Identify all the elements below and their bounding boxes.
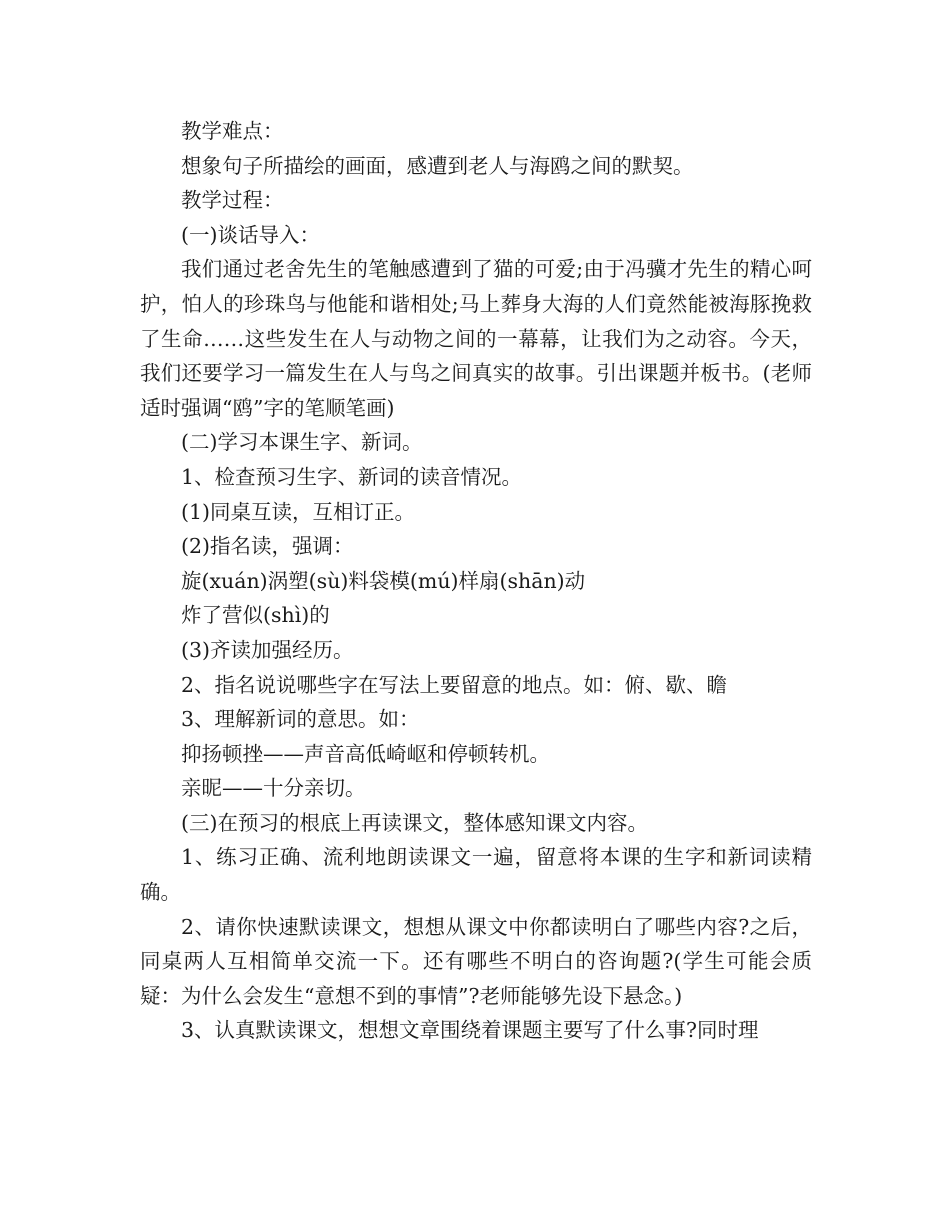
- paragraph-heading-difficulty: 教学难点：: [181, 119, 284, 143]
- document-body: [140, 114, 812, 1048]
- paragraph: 3、认真默读课文，想想文章围绕着课题主要写了什么事?同时理: [181, 1018, 759, 1043]
- section-heading-vocabulary: (二)学习本课生字、新词。: [181, 430, 423, 455]
- paragraph: (2)指名读，强调：: [181, 534, 354, 559]
- paragraph-definition: 亲昵——十分亲切。: [181, 776, 366, 801]
- paragraph: 3、理解新词的意思。如：: [181, 707, 420, 732]
- section-heading-reading: (三)在预习的根底上再读课文，整体感知课文内容。: [181, 810, 648, 835]
- paragraph: 1、练习正确、流利地朗读课文一遍，留意将本课的生字和新词读精确。: [140, 845, 812, 905]
- paragraph-pinyin: 炸了营似(shì)的: [181, 603, 330, 628]
- paragraph-definition: 抑扬顿挫——声音高低崎岖和停顿转机。: [181, 741, 550, 766]
- paragraph: (1)同桌互读，互相订正。: [181, 499, 416, 524]
- paragraph: 1、检查预习生字、新词的读音情况。: [181, 464, 523, 489]
- paragraph-pinyin: 旋(xuán)涡塑(sù)料袋模(mú)样扇(shān)动: [181, 568, 586, 593]
- paragraph: 2、指名说说哪些字在写法上要留意的地点。如：俯、歇、瞻: [181, 672, 728, 697]
- paragraph: 2、请你快速默读课文，想想从课文中你都读明白了哪些内容?之后，同桌两人互相简单交流一下。还有哪些不明白的咨询题?(学生可能会质疑：为什么会发生“意想不到的事情”?老师能够先设下悬念。): [140, 914, 812, 1008]
- paragraph: 我们通过老舍先生的笔触感遭到了猫的可爱;由于冯骥才先生的精心呵护，怕人的珍珠鸟与他能和谐相处;马上葬身大海的人们竟然能被海豚挽救了生命……这些发生在人与动物之间的一幕幕，让我们为之动容。今天，我们还要学习一篇发生在人与鸟之间真实的故事。引出课题并板书。(老师适时强调“鸥”字的笔顺笔画): [140, 257, 812, 420]
- paragraph: (3)齐读加强经历。: [181, 637, 354, 662]
- paragraph: 想象句子所描绘的画面，感遭到老人与海鸥之间的默契。: [181, 153, 694, 178]
- section-heading-intro: (一)谈话导入：: [181, 222, 320, 247]
- paragraph-heading-process: 教学过程：: [181, 188, 284, 213]
